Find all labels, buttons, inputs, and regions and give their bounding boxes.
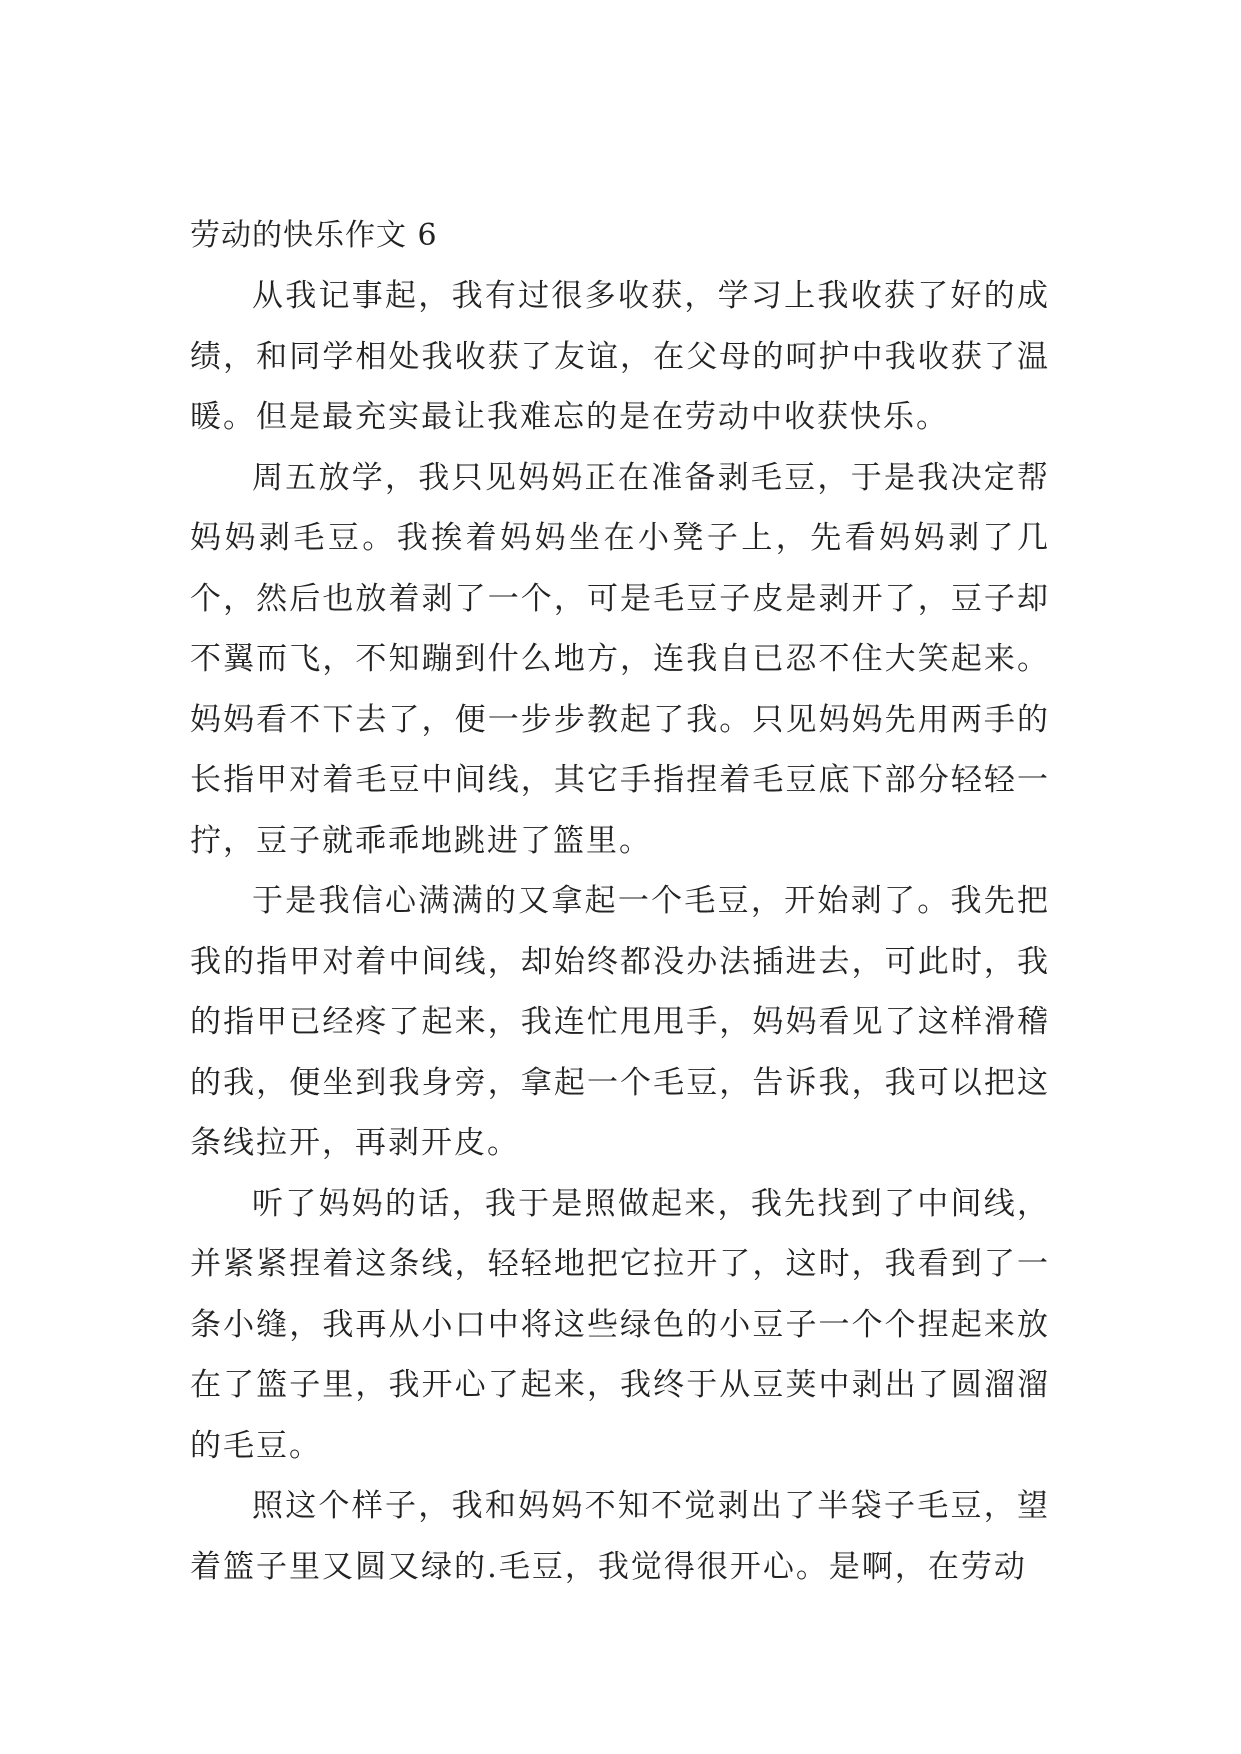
paragraph: 周五放学，我只见妈妈正在准备剥毛豆，于是我决定帮妈妈剥毛豆。我挨着妈妈坐在小凳子上，先看妈妈剥了几个，然后也放着剥了一个，可是毛豆子皮是剥开了，豆子却不翼而飞，不知蹦到什么地方，连我自已忍不住大笑起来。妈妈看不下去了，便一步步教起了我。只见妈妈先用两手的长指甲对着毛豆中间线，其它手指捏着毛豆底下部分轻轻一拧，豆子就乖乖地跳进了篮里。 [190, 459, 1050, 859]
paragraph: 照这个样子，我和妈妈不知不觉剥出了半袋子毛豆，望着篮子里又圆又绿的.毛豆，我觉得很开心。是啊，在劳动 [190, 1488, 1050, 1585]
paragraph: 从我记事起，我有过很多收获，学习上我收获了好的成绩，和同学相处我收获了友谊，在父母的呵护中我收获了温暖。但是最充实最让我难忘的是在劳动中收获快乐。 [190, 278, 1050, 435]
paragraph: 于是我信心满满的又拿起一个毛豆，开始剥了。我先把我的指甲对着中间线，却始终都没办法插进去，可此时，我的指甲已经疼了起来，我连忙甩甩手，妈妈看见了这样滑稽的我，便坐到我身旁，拿起一个毛豆，告诉我，我可以把这条线拉开，再剥开皮。 [190, 883, 1050, 1161]
paragraph: 听了妈妈的话，我于是照做起来，我先找到了中间线，并紧紧捏着这条线，轻轻地把它拉开了，这时，我看到了一条小缝，我再从小口中将这些绿色的小豆子一个个捏起来放在了篮子里，我开心了起来，我终于从豆荚中剥出了圆溜溜的毛豆。 [190, 1185, 1050, 1464]
document-page [190, 206, 1050, 1597]
document-title: 劳动的快乐作文 6 [190, 218, 438, 253]
